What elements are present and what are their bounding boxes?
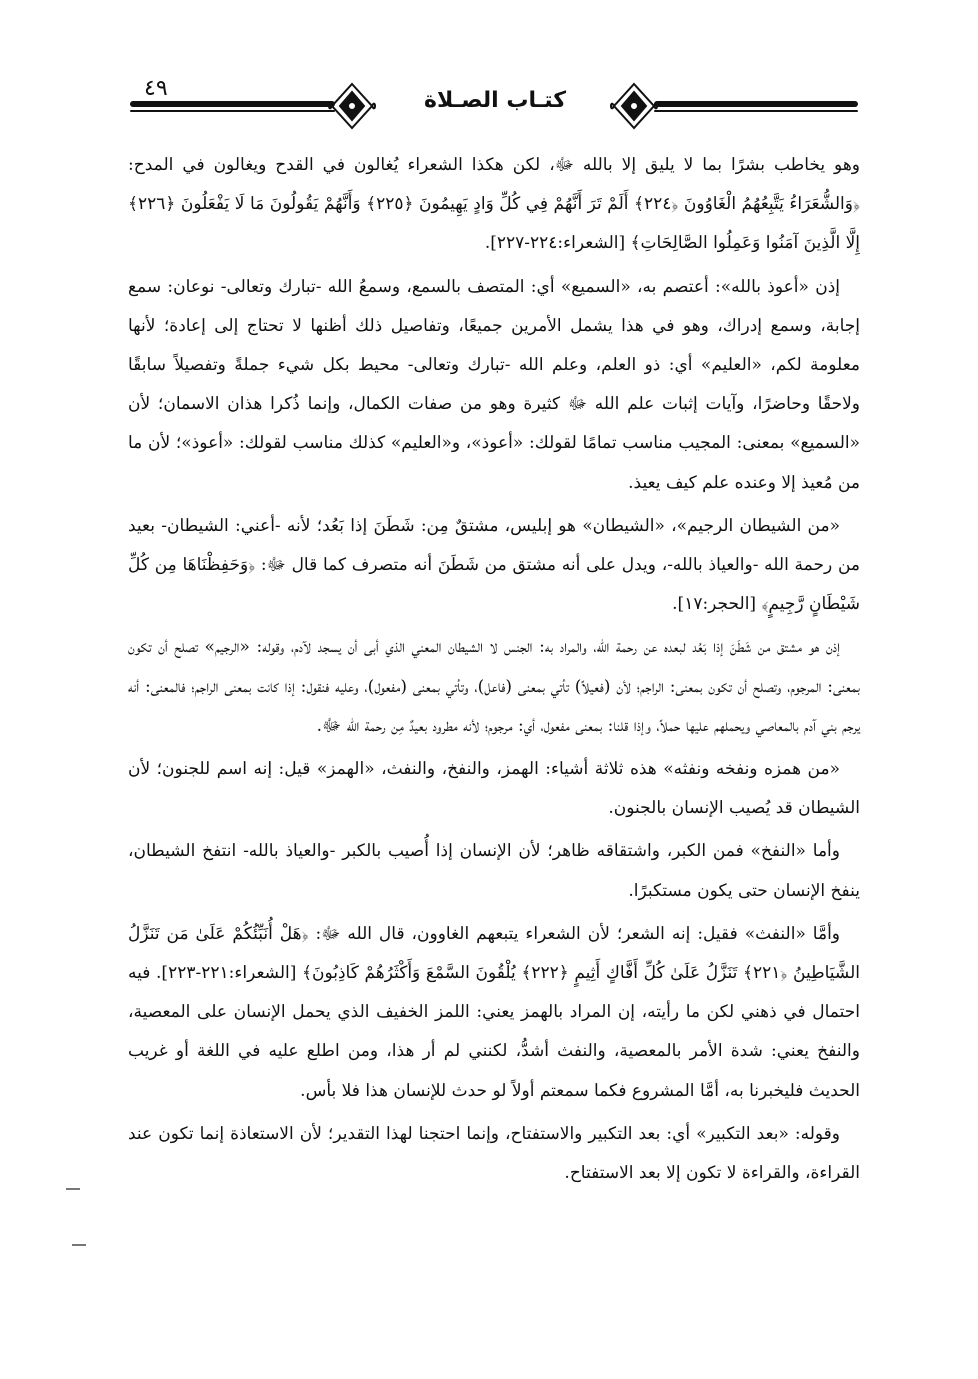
ornament-left-icon [326, 80, 378, 132]
paragraph: وهو يخاطب بشرًا بما لا يليق إلا بالله ﷻ، لكن هكذا الشعراء يُغالون في القدح ويغالون في المدح: ﴿وَالشُّعَرَاءُ يَتَّبِعُهُمُ الْغَاوُونَ ﴿٢٢٤﴾ أَلَمْ تَرَ أَنَّهُمْ فِي كُلِّ وَادٍ يَهِيمُونَ ﴿٢٢٥﴾ وَأَنَّهُمْ يَقُولُونَ مَا لَا يَفْعَلُونَ ﴿٢٢٦﴾ إِلَّا الَّذِينَ آمَنُوا وَعَمِلُوا الصَّالِحَاتِ﴾ [الشعراء:٢٢٤-٢٢٧]. [128, 155, 860, 254]
header-rule-right-thin [654, 110, 858, 112]
paragraph: وأمَّا «النفث» فقيل: إنه الشعر؛ لأن الشعراء يتبعهم الغاوون، قال الله ﷻ: ﴿هَلْ أُنَبِّئُكُمْ عَلَىٰ مَن تَنَزَّلُ الشَّيَاطِينُ ﴿٢٢١﴾ تَنَزَّلُ عَلَىٰ كُلِّ أَفَّاكٍ أَثِيمٍ ﴿٢٢٢﴾ يُلْقُونَ السَّمْعَ وَأَكْثَرُهُمْ كَاذِبُونَ﴾ [الشعراء:٢٢١-٢٢٣]. فيه احتمال في ذهني لكن ما رأيته، إن المراد بالهمز يعني: اللمز الخفيف الذي يحمل الإنسان على المعصية، والنفخ يعني: شدة الأمر بالمعصية، والنفث أشدُّ، لكنني لم أر هذا، ومن اطلع عليه في اللغة أو غريب الحديث فليخبرنا به، أمَّا المشروع فكما سمعتم أولاً لو حدث للإنسان هذا فلا بأس. [128, 923, 861, 1101]
header-rule-left-thin [130, 110, 335, 112]
paragraph: وأما «النفخ» فمن الكبر، واشتقاقه ظاهر؛ لأن الإنسان إذا أُصيب بالكبر -والعياذ بالله- انتفخ الشيطان، ينفخ الإنسان حتى يكون مستكبرًا. [128, 841, 860, 901]
page-body [128, 146, 860, 1197]
paragraph: «من همزه ونفخه ونفثه» هذه ثلاثة أشياء: الهمز، والنفخ، والنفث، «الهمز» قيل: إنه اسم للجنون؛ لأن الشيطان قد يُصيب الإنسان بالجنون. [128, 759, 860, 819]
page-number: ٤٩ [144, 76, 168, 101]
header-rule-left [130, 101, 335, 107]
paragraph: وقوله: «بعد التكبير» أي: بعد التكبير والاستفتاح، وإنما احتجنا لهذا التقدير؛ لأن الاستعاذة إنما تكون عند القراءة، والقراءة لا تكون إلا بعد الاستفتاح. [128, 1123, 860, 1184]
paragraph: إذن «أعوذ بالله»: أعتصم به، «السميع» أي: المتصف بالسمع، وسمعُ الله -تبارك وتعالى- نوعان: سمع إجابة، وسمع إدراك، وهو في هذا يشمل الأمرين جميعًا، وتفاصيل ذلك أظنها لا تحتاج إلى إعادة؛ لأنها معلومة لكم، «العليم» أي: ذو العلم، وعلم الله -تبارك وتعالى- محيط بكل شيء جملةً وتفصيلاً سابقًا ولاحقًا وحاضرًا، وآيات إثبات علم الله ﷻ كثيرة وهو من صفات الكمال، وإنما ذُكرا هذان الاسمان؛ لأن «السميع» بمعنى: المجيب مناسب تمامًا لقولك: «أعوذ»، و«العليم» كذلك مناسب لقولك: «أعوذ»؛ لأن ما من مُعيذ إلا وعنده علم كيف يعيذ. [128, 276, 860, 493]
ornament-right-icon [608, 80, 660, 132]
scan-mark [66, 1188, 80, 1190]
page-header [130, 70, 858, 140]
paragraph: إذن هو مشتق من شَطَنَ إذا بَعُد لبعده عن رحمة الله، والمراد به: الجنس لا الشيطان المعني الذي أبى أن يسجد لآدم، وقوله: «الرجيم» تصلح أن تكون بمعنى: المرجوم، وتصلح أن تكون بمعنى: الراجم؛ لأن (فعيلاً) تأتي بمعنى (فاعل)، وتأتي بمعنى (مفعول)، وعليه فنقول: إذا كانت بمعنى الراجم؛ فالمعنى: أنه يرجم بني آدم بالمعاصي ويحملهم عليها حملاً، وإذا قلنا: بمعنى مفعول، أي: مرجوم؛ لأنه مطرود بعيدٌ مِن رحمة الله ﷻ. [128, 637, 860, 736]
header-rule-right [654, 101, 858, 107]
paragraph: «من الشيطان الرجيم»، «الشيطان» هو إبليس، مشتقٌ مِن: شَطَنَ إذا بَعُد؛ لأنه -أعني: الشيطان- بعيد من رحمة الله -والعياذ بالله-، ويدل على أنه مشتق من شَطَنَ أنه متصرف كما قال ﷻ: ﴿وَحَفِظْنَاهَا مِن كُلِّ شَيْطَانٍ رَّجِيمٍ﴾ [الحجر:١٧]. [128, 515, 860, 615]
scan-mark [72, 1244, 86, 1246]
page-title: كتـاب الصـلاة [423, 88, 566, 113]
